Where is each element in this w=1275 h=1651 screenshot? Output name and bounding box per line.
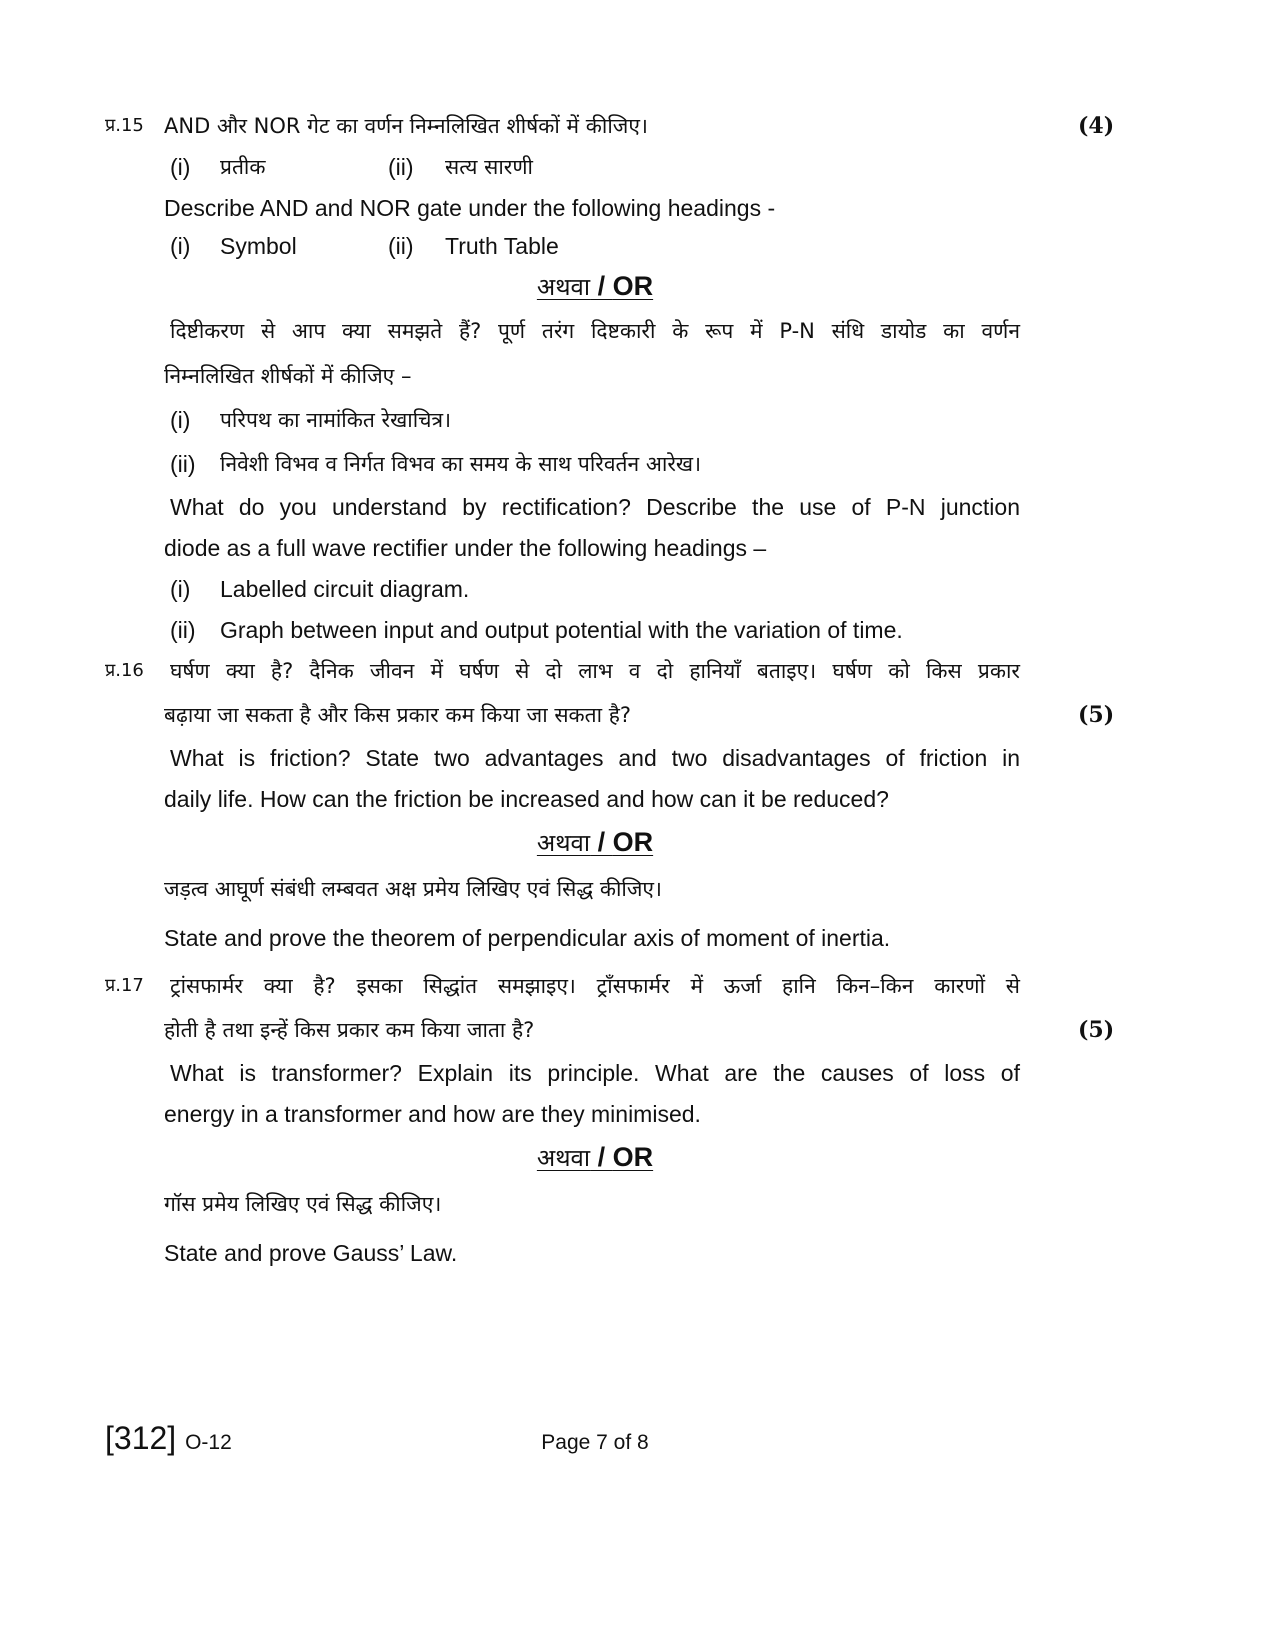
q15-en-item-1: Symbol xyxy=(220,233,297,259)
q17-english-line-2: energy in a transformer and how are they minimised. xyxy=(164,1101,701,1127)
q17-alt-english-text: State and prove Gauss’ Law. xyxy=(164,1240,458,1266)
q16-hindi-line-2: बढ़ाया जा सकता है और किस प्रकार कम किया जा सकता है? xyxy=(164,703,632,727)
q16-marks: (5) xyxy=(1078,702,1115,728)
q15-alt-hi-item-2: निवेशी विभव व निर्गत विभव का समय के साथ परिवर्तन आरेख। xyxy=(220,452,702,476)
paper-subcode: O-12 xyxy=(185,1431,232,1454)
q17-english-line-1: What is transformer? Explain its principle. What are the causes of loss of xyxy=(170,1060,1020,1086)
q15-alt-hindi-line-2: निम्नलिखित शीर्षकों में कीजिए – xyxy=(164,364,412,388)
q15-marks: (4) xyxy=(1078,113,1115,139)
q16-or-heading: अथवा / OR xyxy=(536,827,654,857)
paper-code: [312] O-12 xyxy=(105,1420,232,1456)
question-number-15: प्र.15 xyxy=(105,115,144,136)
q17-alt-hindi-text: गॉस प्रमेय लिखिए एवं सिद्ध कीजिए। xyxy=(164,1192,442,1216)
page-number: Page 7 of 8 xyxy=(541,1431,649,1454)
q16-alt-hindi-text: जड़त्व आघूर्ण संबंधी लम्बवत अक्ष प्रमेय लिखिए एवं सिद्ध कीजिए। xyxy=(164,877,662,901)
q17-hindi-line-1: ट्रांसफार्मर क्या है? इसका सिद्धांत समझाइए। ट्राँसफार्मर में ऊर्जा हानि किन–किन कारणों से xyxy=(170,974,1020,998)
q15-english-text: Describe AND and NOR gate under the following headings - xyxy=(164,195,776,221)
q15-or-heading: अथवा / OR xyxy=(536,271,654,301)
q15-hindi-text: AND और NOR गेट का वर्णन निम्नलिखित शीर्षकों में कीजिए। xyxy=(164,114,648,138)
q15-hi-item-1: प्रतीक xyxy=(220,155,266,179)
question-number-16: प्र.16 xyxy=(105,660,144,681)
q15-alt-en-item-1: Labelled circuit diagram. xyxy=(220,576,470,602)
q15-hi-item-2: सत्य सारणी xyxy=(445,155,533,179)
q15-alt-hindi-line-1: दिष्टीकरण से आप क्या समझते हैं? पूर्ण तरंग दिष्टकारी के रूप में P-N संधि डायोड का वर्णन xyxy=(170,319,1020,343)
q17-marks: (5) xyxy=(1078,1017,1115,1043)
q16-hindi-line-1: घर्षण क्या है? दैनिक जीवन में घर्षण से दो लाभ व दो हानियाँ बताइए। घर्षण को किस प्रकार xyxy=(170,659,1020,683)
q15-en-item-num-1: (i) xyxy=(170,233,191,259)
q15-alt-english-line-1: What do you understand by rectification? Describe the use of P-N junction xyxy=(170,494,1020,520)
q15-hi-item-num-1: (i) xyxy=(170,154,191,180)
q15-en-item-num-2: (ii) xyxy=(388,233,414,259)
q15-alt-en-item-num-1: (i) xyxy=(170,576,191,602)
q15-alt-en-item-2: Graph between input and output potential with the variation of time. xyxy=(220,617,903,643)
q15-alt-english-line-2: diode as a full wave rectifier under the following headings – xyxy=(164,535,767,561)
q15-hi-item-num-2: (ii) xyxy=(388,154,414,180)
q15-en-item-2: Truth Table xyxy=(445,233,559,259)
q15-alt-hi-item-num-1: (i) xyxy=(170,407,191,433)
q15-alt-en-item-num-2: (ii) xyxy=(170,617,196,643)
q17-hindi-line-2: होती है तथा इन्हें किस प्रकार कम किया जाता है? xyxy=(164,1018,535,1042)
q16-english-line-1: What is friction? State two advantages and two disadvantages of friction in xyxy=(170,745,1020,771)
q16-english-line-2: daily life. How can the friction be increased and how can it be reduced? xyxy=(164,786,889,812)
q17-or-heading: अथवा / OR xyxy=(536,1142,654,1172)
q16-alt-english-text: State and prove the theorem of perpendicular axis of moment of inertia. xyxy=(164,925,891,951)
q15-alt-hi-item-num-2: (ii) xyxy=(170,451,196,477)
question-number-17: प्र.17 xyxy=(105,975,144,996)
q15-alt-hi-item-1: परिपथ का नामांकित रेखाचित्र। xyxy=(220,408,452,432)
